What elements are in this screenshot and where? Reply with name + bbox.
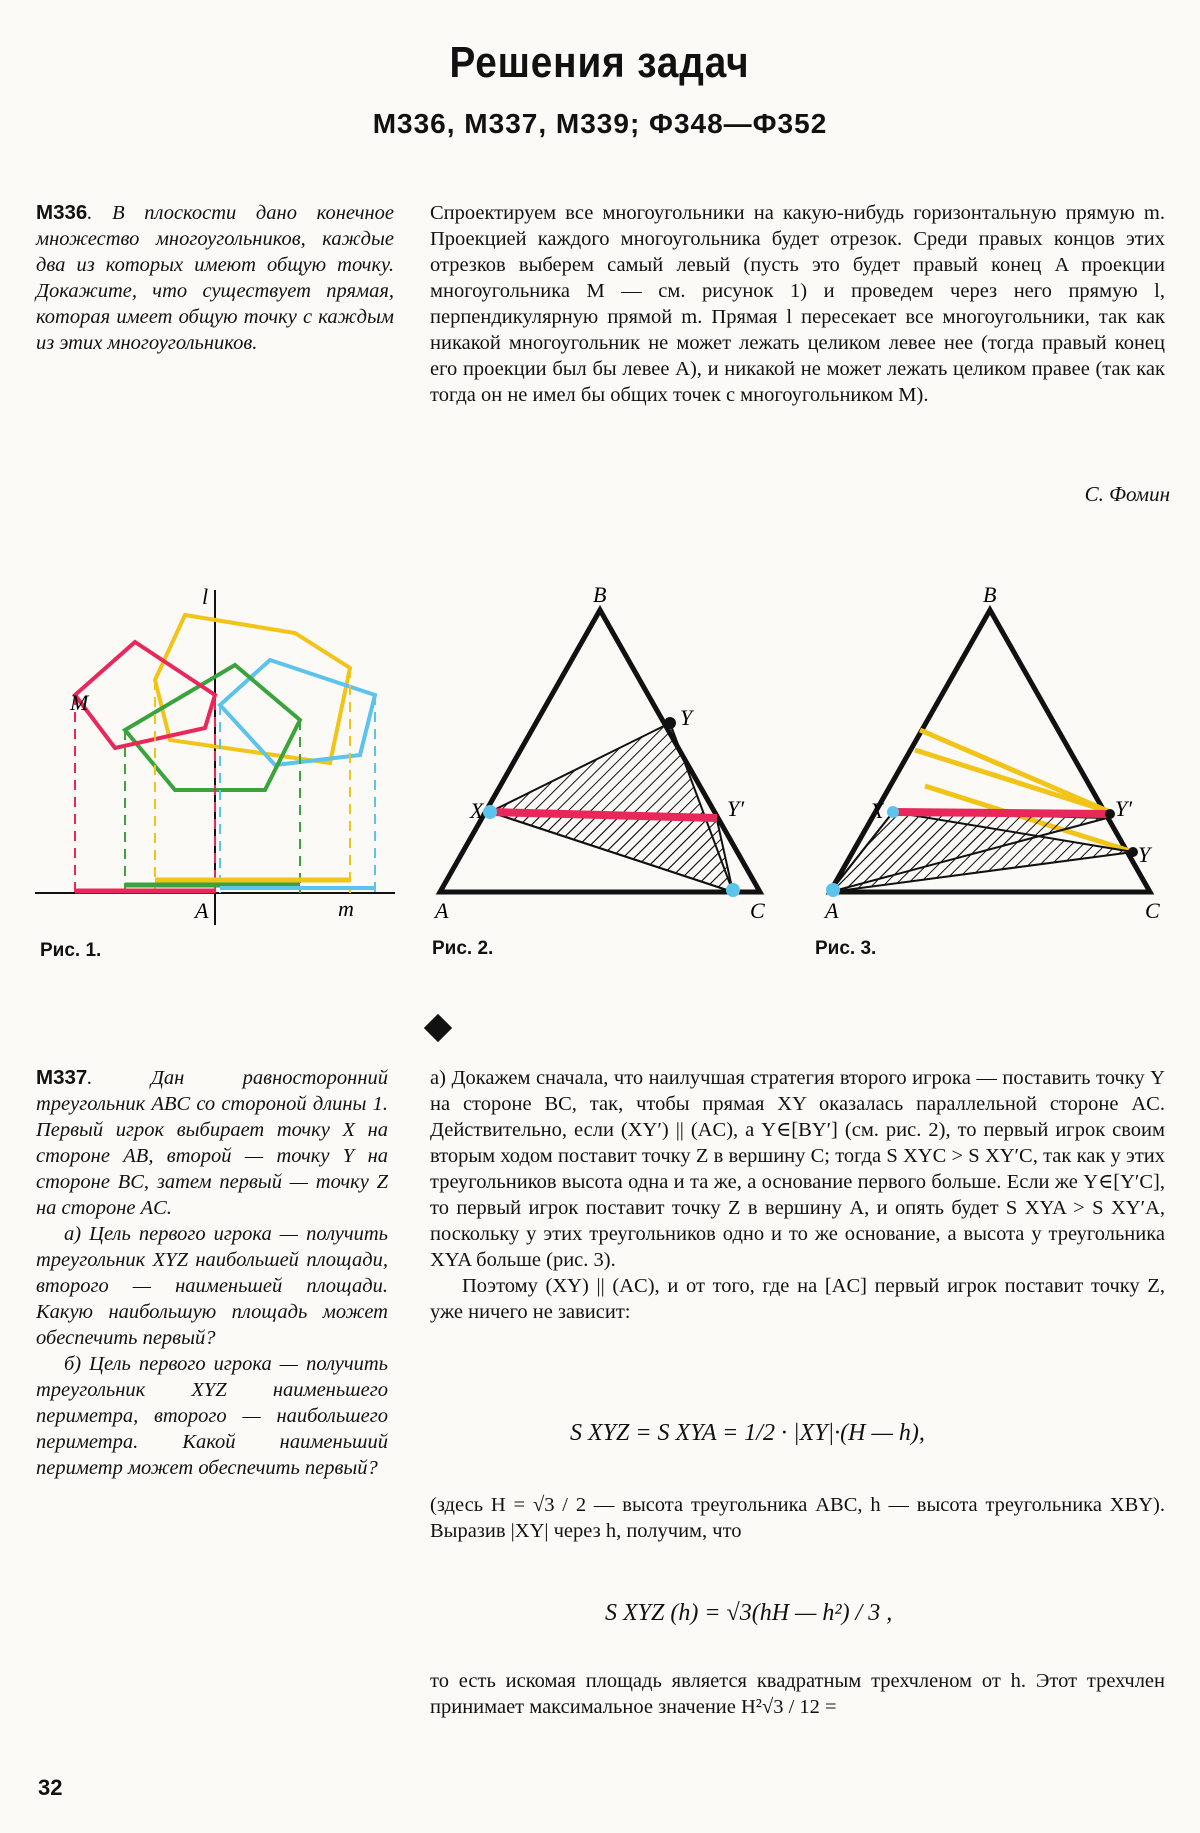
polygon-M <box>75 642 215 748</box>
fig3-label-X: X <box>870 798 884 823</box>
fig3-label-B: B <box>983 582 997 607</box>
fig2-label-B: B <box>593 582 607 607</box>
m337-solution-p2: Поэтому (XY) || (AC), и от того, где на [AC] первый игрок поставит точку Z, уже ничего не зависит: <box>430 1275 1165 1323</box>
fig2-label-Y: Y <box>680 705 693 730</box>
section-diamond-icon <box>424 1014 452 1042</box>
m336-solution: Спроектируем все многоугольники на какую-нибудь горизонтальную прямую m. Проекцией каждого многоугольника будет отрезок. Среди правых концов этих отрезков выберем самый левый (пусть это будет правый конец A проекции многоугольника M — см. рисунок 1) и проведем через него прямую l, перпендикулярную прямой m. Прямая l пересекает все многоугольники, так как никакой многоугольник не может лежать целиком левее нее (тогда правый конец его проекции был бы левее A), и никакой не может лежать целиком правее (так как тогда он не имел бы общих точек с многоугольником M). <box>430 202 1165 406</box>
formula-area-h: S XYZ (h) = √3(hH — h²) / 3 , <box>605 1600 893 1626</box>
polygon-green <box>125 665 300 790</box>
fig3-label-C: C <box>1145 898 1160 923</box>
m337-text-here: (здесь H = √3 / 2 — высота треугольника ABC, h — высота треугольника XBY). Выразив |XY| через h, получим, что <box>430 1494 1165 1542</box>
m337-solution <box>430 1065 1165 1325</box>
figure-3-caption: Рис. 3. <box>815 938 877 959</box>
figure-2-caption: Рис. 2. <box>432 938 494 959</box>
page-number: 32 <box>38 1775 63 1800</box>
fig3-label-Yp: Y′ <box>1115 796 1133 821</box>
m337-solution-p1: а) Докажем сначала, что наилучшая стратегия второго игрока — поставить точку Y на стороне BC, так, чтобы прямая XY оказалась параллельной стороне AC. Действительно, если (XY′) || (AC), а Y∈[BY′] (см. рис. 2), то первый игрок своим вторым ходом поставит точку Z в вершину C; тогда S XYC > S XY′C, так как у этих треугольников высота одна и та же, а основание первого больше. Если же Y∈[Y′C], то первый игрок поставит точку Z в вершину A, и опять будет S XYA > S XY′A, поскольку у этих треугольников одно и то же основание, а высота у треугольника XYA больше (рис. 3). <box>430 1067 1165 1271</box>
fig1-label-A: A <box>195 898 209 923</box>
fig3-label-Y: Y <box>1138 842 1151 867</box>
m337-part-b: б) Цель первого игрока — получить треугольник XYZ наименьшего периметра, второго — наибольшего периметра. Какой наименьший периметр может обеспечить первый? <box>36 1353 388 1479</box>
segment-XYp <box>893 812 1110 814</box>
m336-label: М336 <box>36 201 88 224</box>
fig1-label-M: M <box>70 690 89 715</box>
fig2-label-X: X <box>470 798 484 823</box>
figure-2 <box>425 580 800 925</box>
figure-1-caption: Рис. 1. <box>40 940 102 961</box>
figure-3 <box>815 580 1175 925</box>
triangle-XYpC <box>490 812 733 892</box>
formula-area: S XYZ = S XYA = 1/2 · |XY|·(H — h), <box>570 1420 925 1446</box>
m336-statement-text: . В плоскости дано конечное множество многоугольников, каждые два из которых имеют общую точку. Докажите, что существует прямая, которая имеет общую точку с каждым из этих многоугольников. <box>36 202 394 354</box>
fig2-label-C: C <box>750 898 765 923</box>
fig3-label-A: A <box>825 898 839 923</box>
m337-text-final: то есть искомая площадь является квадратным трехчленом от h. Этот трехчлен принимает максимальное значение H²√3 / 12 = <box>430 1670 1165 1718</box>
m337-statement-intro: . Дан равносторонний треугольник ABC со стороной длины 1. Первый игрок выбирает точку X на стороне AB, второй — точку Y на стороне BC, затем первый — точку Z на стороне AC. <box>36 1067 388 1219</box>
page-subtitle: М336, М337, М339; Ф348—Ф352 <box>372 108 828 139</box>
fig1-label-m: m <box>338 896 354 921</box>
fig2-label-A: A <box>435 898 449 923</box>
fig1-label-l: l <box>202 584 209 609</box>
figure-1 <box>30 580 400 925</box>
m336-statement <box>36 200 394 356</box>
m336-author: С. Фомин <box>1084 482 1170 506</box>
fig2-label-Yp: Y′ <box>727 796 745 821</box>
m337-label: М337 <box>36 1066 88 1089</box>
m337-statement <box>36 1065 388 1481</box>
page-title: Решения задач <box>449 38 751 87</box>
m337-part-a: а) Цель первого игрока — получить треугольник XYZ наибольшей площади, второго — наименьшей площади. Какую наибольшую площадь может обеспечить первый? <box>36 1223 388 1349</box>
